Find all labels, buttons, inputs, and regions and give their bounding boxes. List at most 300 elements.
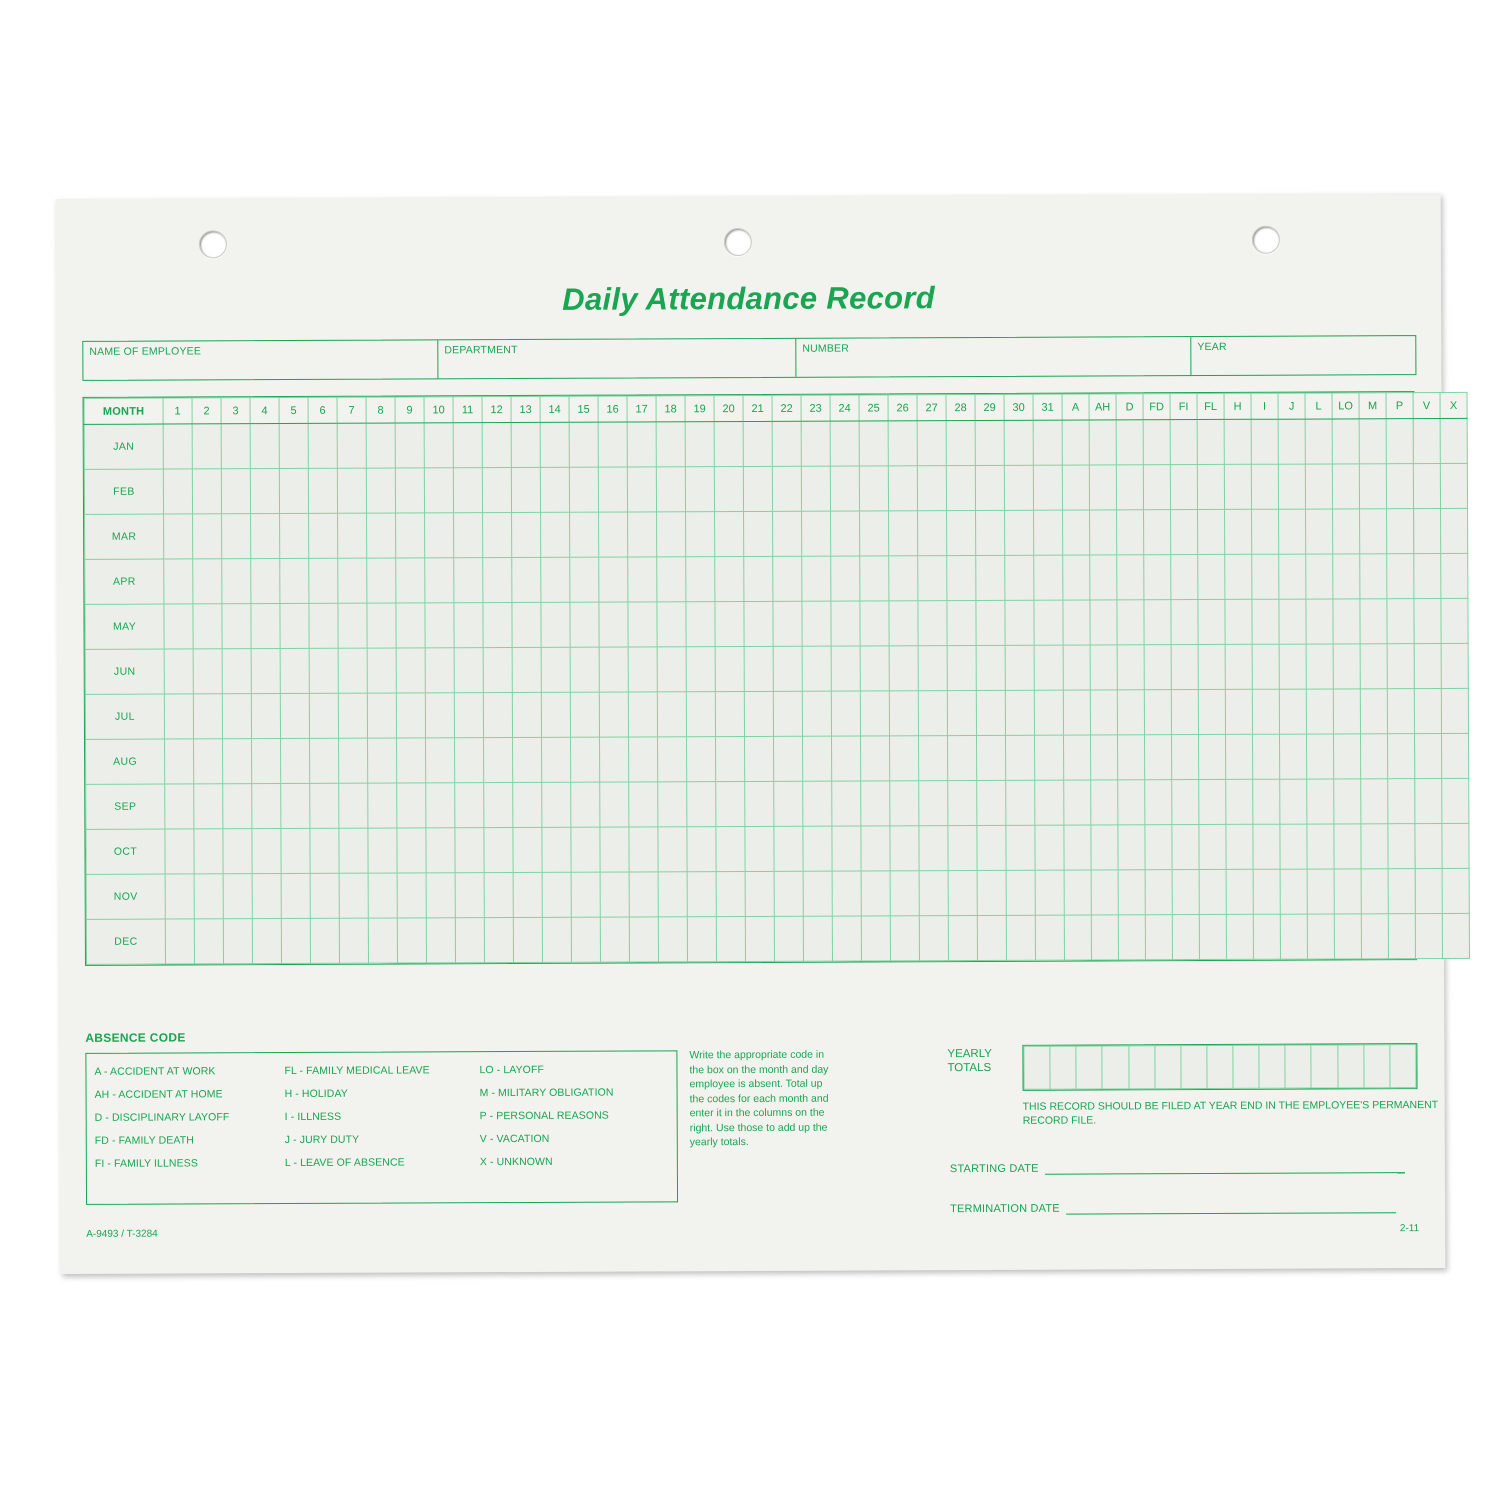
grid-cell-aug-10[interactable] xyxy=(426,738,455,783)
grid-cell-jan-8[interactable] xyxy=(366,423,395,468)
grid-cell-jan-11[interactable] xyxy=(453,423,482,468)
grid-cell-jun-24[interactable] xyxy=(831,646,860,691)
grid-total-jul-h[interactable] xyxy=(1225,689,1252,734)
starting-date-line[interactable] xyxy=(1045,1161,1405,1175)
grid-cell-apr-6[interactable] xyxy=(309,558,338,603)
grid-total-sep-p[interactable] xyxy=(1388,779,1415,824)
grid-cell-aug-22[interactable] xyxy=(774,736,803,781)
grid-cell-feb-1[interactable] xyxy=(163,469,192,514)
grid-cell-feb-29[interactable] xyxy=(975,465,1004,510)
grid-cell-jan-13[interactable] xyxy=(511,422,540,467)
grid-cell-nov-22[interactable] xyxy=(774,871,803,916)
grid-total-feb-fi[interactable] xyxy=(1170,465,1197,510)
grid-total-sep-fi[interactable] xyxy=(1172,780,1199,825)
grid-total-nov-d[interactable] xyxy=(1118,870,1145,915)
grid-cell-may-23[interactable] xyxy=(802,601,831,646)
grid-cell-feb-10[interactable] xyxy=(424,468,453,513)
grid-total-aug-i[interactable] xyxy=(1253,734,1280,779)
termination-date-line[interactable] xyxy=(1066,1201,1396,1214)
grid-cell-jan-22[interactable] xyxy=(772,421,801,466)
grid-cell-may-22[interactable] xyxy=(773,601,802,646)
grid-cell-may-24[interactable] xyxy=(831,601,860,646)
grid-total-feb-a[interactable] xyxy=(1062,465,1089,510)
grid-cell-oct-17[interactable] xyxy=(629,827,658,872)
yearly-total-l[interactable] xyxy=(1259,1045,1285,1088)
grid-cell-nov-8[interactable] xyxy=(368,873,397,918)
grid-cell-jul-19[interactable] xyxy=(686,692,715,737)
grid-total-jun-j[interactable] xyxy=(1279,644,1306,689)
grid-cell-jul-25[interactable] xyxy=(860,691,889,736)
grid-cell-may-19[interactable] xyxy=(686,602,715,647)
grid-cell-apr-26[interactable] xyxy=(889,556,918,601)
grid-cell-feb-25[interactable] xyxy=(859,466,888,511)
grid-cell-jun-28[interactable] xyxy=(947,646,976,691)
grid-total-apr-fi[interactable] xyxy=(1171,555,1198,600)
grid-cell-mar-9[interactable] xyxy=(396,513,425,558)
grid-cell-apr-24[interactable] xyxy=(831,556,860,601)
grid-total-jun-d[interactable] xyxy=(1117,645,1144,690)
grid-total-apr-d[interactable] xyxy=(1117,555,1144,600)
grid-cell-may-13[interactable] xyxy=(512,602,541,647)
grid-cell-oct-9[interactable] xyxy=(397,828,426,873)
grid-cell-mar-29[interactable] xyxy=(976,510,1005,555)
grid-cell-may-21[interactable] xyxy=(744,601,773,646)
grid-cell-jan-5[interactable] xyxy=(279,423,308,468)
grid-cell-oct-12[interactable] xyxy=(484,828,513,873)
grid-cell-may-31[interactable] xyxy=(1034,600,1063,645)
grid-cell-oct-27[interactable] xyxy=(919,826,948,871)
grid-cell-jan-12[interactable] xyxy=(482,423,511,468)
grid-cell-may-15[interactable] xyxy=(570,602,599,647)
grid-total-aug-fl[interactable] xyxy=(1199,734,1226,779)
grid-total-jul-v[interactable] xyxy=(1414,688,1441,733)
grid-total-nov-p[interactable] xyxy=(1388,869,1415,914)
grid-cell-mar-23[interactable] xyxy=(802,511,831,556)
grid-cell-dec-28[interactable] xyxy=(948,916,977,961)
grid-cell-mar-20[interactable] xyxy=(715,512,744,557)
grid-total-jan-lo[interactable] xyxy=(1332,419,1359,464)
grid-total-jun-a[interactable] xyxy=(1063,645,1090,690)
grid-cell-jan-2[interactable] xyxy=(192,424,221,469)
field-department[interactable] xyxy=(438,339,796,379)
grid-cell-jan-21[interactable] xyxy=(743,421,772,466)
grid-cell-sep-19[interactable] xyxy=(687,782,716,827)
grid-cell-dec-6[interactable] xyxy=(310,918,339,963)
grid-total-jun-p[interactable] xyxy=(1387,644,1414,689)
grid-total-feb-h[interactable] xyxy=(1224,464,1251,509)
grid-cell-mar-25[interactable] xyxy=(860,511,889,556)
grid-total-dec-ah[interactable] xyxy=(1091,915,1118,960)
grid-cell-apr-25[interactable] xyxy=(860,556,889,601)
grid-total-may-x[interactable] xyxy=(1441,598,1468,643)
grid-cell-jul-7[interactable] xyxy=(338,693,367,738)
grid-cell-jan-24[interactable] xyxy=(830,421,859,466)
yearly-total-lo[interactable] xyxy=(1285,1045,1311,1088)
grid-cell-jun-7[interactable] xyxy=(338,648,367,693)
grid-total-dec-i[interactable] xyxy=(1253,914,1280,959)
grid-cell-may-14[interactable] xyxy=(541,602,570,647)
grid-cell-may-16[interactable] xyxy=(599,602,628,647)
grid-cell-jan-31[interactable] xyxy=(1033,420,1062,465)
grid-total-aug-j[interactable] xyxy=(1280,734,1307,779)
grid-cell-jul-20[interactable] xyxy=(715,692,744,737)
grid-total-sep-x[interactable] xyxy=(1442,778,1469,823)
grid-total-jan-i[interactable] xyxy=(1251,419,1278,464)
grid-cell-mar-16[interactable] xyxy=(599,512,628,557)
grid-total-sep-lo[interactable] xyxy=(1334,779,1361,824)
grid-total-mar-fi[interactable] xyxy=(1171,510,1198,555)
grid-total-may-v[interactable] xyxy=(1414,598,1441,643)
grid-cell-jun-10[interactable] xyxy=(425,648,454,693)
grid-total-oct-lo[interactable] xyxy=(1334,824,1361,869)
grid-total-jun-ah[interactable] xyxy=(1090,645,1117,690)
grid-cell-jul-3[interactable] xyxy=(222,694,251,739)
grid-cell-may-25[interactable] xyxy=(860,601,889,646)
grid-cell-oct-8[interactable] xyxy=(368,828,397,873)
grid-total-apr-x[interactable] xyxy=(1441,553,1468,598)
grid-total-mar-x[interactable] xyxy=(1441,508,1468,553)
grid-total-apr-ah[interactable] xyxy=(1090,555,1117,600)
grid-cell-oct-2[interactable] xyxy=(194,829,223,874)
grid-total-mar-v[interactable] xyxy=(1414,508,1441,553)
grid-cell-apr-1[interactable] xyxy=(164,559,193,604)
grid-cell-feb-4[interactable] xyxy=(250,469,279,514)
yearly-total-x[interactable] xyxy=(1390,1045,1416,1088)
grid-cell-apr-31[interactable] xyxy=(1034,555,1063,600)
grid-cell-dec-5[interactable] xyxy=(281,918,310,963)
grid-total-aug-fi[interactable] xyxy=(1172,735,1199,780)
grid-cell-dec-18[interactable] xyxy=(658,917,687,962)
grid-cell-dec-12[interactable] xyxy=(484,918,513,963)
grid-cell-mar-6[interactable] xyxy=(309,513,338,558)
grid-cell-mar-17[interactable] xyxy=(628,512,657,557)
grid-cell-jan-9[interactable] xyxy=(395,423,424,468)
grid-cell-dec-8[interactable] xyxy=(368,918,397,963)
grid-total-jul-j[interactable] xyxy=(1279,689,1306,734)
grid-cell-nov-15[interactable] xyxy=(571,872,600,917)
yearly-total-fd[interactable] xyxy=(1102,1046,1128,1089)
grid-cell-oct-21[interactable] xyxy=(745,826,774,871)
grid-cell-may-20[interactable] xyxy=(715,602,744,647)
grid-total-oct-l[interactable] xyxy=(1307,824,1334,869)
grid-cell-jul-11[interactable] xyxy=(454,693,483,738)
grid-cell-oct-23[interactable] xyxy=(803,826,832,871)
grid-cell-nov-26[interactable] xyxy=(890,871,919,916)
grid-cell-nov-14[interactable] xyxy=(542,872,571,917)
grid-total-may-fi[interactable] xyxy=(1171,600,1198,645)
grid-cell-feb-5[interactable] xyxy=(279,468,308,513)
grid-total-feb-x[interactable] xyxy=(1440,463,1467,508)
grid-cell-sep-14[interactable] xyxy=(542,782,571,827)
grid-cell-mar-5[interactable] xyxy=(280,513,309,558)
grid-cell-jul-1[interactable] xyxy=(164,694,193,739)
grid-total-nov-h[interactable] xyxy=(1226,869,1253,914)
grid-cell-sep-27[interactable] xyxy=(919,781,948,826)
grid-cell-jun-14[interactable] xyxy=(541,647,570,692)
grid-cell-mar-14[interactable] xyxy=(541,512,570,557)
grid-cell-jul-31[interactable] xyxy=(1034,690,1063,735)
grid-cell-jan-28[interactable] xyxy=(946,421,975,466)
grid-cell-may-27[interactable] xyxy=(918,601,947,646)
grid-total-mar-fl[interactable] xyxy=(1198,509,1225,554)
grid-cell-feb-20[interactable] xyxy=(714,467,743,512)
grid-cell-jun-26[interactable] xyxy=(889,646,918,691)
grid-total-jul-m[interactable] xyxy=(1360,689,1387,734)
grid-cell-aug-29[interactable] xyxy=(977,735,1006,780)
grid-cell-feb-7[interactable] xyxy=(337,468,366,513)
grid-cell-aug-8[interactable] xyxy=(368,738,397,783)
grid-total-dec-fi[interactable] xyxy=(1172,915,1199,960)
grid-cell-dec-9[interactable] xyxy=(397,918,426,963)
grid-cell-apr-8[interactable] xyxy=(367,558,396,603)
grid-cell-sep-25[interactable] xyxy=(861,781,890,826)
grid-total-jul-lo[interactable] xyxy=(1333,689,1360,734)
grid-cell-jan-16[interactable] xyxy=(598,422,627,467)
grid-total-may-fl[interactable] xyxy=(1198,599,1225,644)
grid-cell-nov-30[interactable] xyxy=(1006,870,1035,915)
grid-cell-feb-14[interactable] xyxy=(540,467,569,512)
grid-cell-sep-22[interactable] xyxy=(774,781,803,826)
grid-cell-apr-2[interactable] xyxy=(193,559,222,604)
grid-cell-may-5[interactable] xyxy=(280,603,309,648)
grid-cell-jul-27[interactable] xyxy=(918,691,947,736)
grid-total-mar-l[interactable] xyxy=(1306,509,1333,554)
grid-cell-oct-7[interactable] xyxy=(339,828,368,873)
grid-cell-aug-3[interactable] xyxy=(223,739,252,784)
grid-cell-apr-30[interactable] xyxy=(1005,555,1034,600)
grid-cell-jun-19[interactable] xyxy=(686,647,715,692)
grid-cell-mar-30[interactable] xyxy=(1005,510,1034,555)
grid-cell-jun-9[interactable] xyxy=(396,648,425,693)
grid-total-apr-fl[interactable] xyxy=(1198,554,1225,599)
grid-cell-sep-31[interactable] xyxy=(1035,780,1064,825)
grid-cell-sep-9[interactable] xyxy=(397,783,426,828)
grid-total-jan-m[interactable] xyxy=(1359,419,1386,464)
grid-cell-mar-13[interactable] xyxy=(512,512,541,557)
grid-cell-mar-31[interactable] xyxy=(1034,510,1063,555)
grid-cell-dec-16[interactable] xyxy=(600,917,629,962)
grid-cell-dec-11[interactable] xyxy=(455,918,484,963)
grid-total-may-l[interactable] xyxy=(1306,599,1333,644)
grid-cell-jun-20[interactable] xyxy=(715,647,744,692)
grid-total-aug-x[interactable] xyxy=(1442,733,1469,778)
grid-cell-jul-12[interactable] xyxy=(483,693,512,738)
grid-cell-jun-17[interactable] xyxy=(628,647,657,692)
grid-cell-jul-23[interactable] xyxy=(802,691,831,736)
grid-total-jun-m[interactable] xyxy=(1360,644,1387,689)
grid-total-jan-ah[interactable] xyxy=(1089,420,1116,465)
grid-total-mar-h[interactable] xyxy=(1225,509,1252,554)
grid-total-aug-p[interactable] xyxy=(1388,734,1415,779)
grid-total-jun-x[interactable] xyxy=(1441,643,1468,688)
grid-cell-dec-30[interactable] xyxy=(1006,915,1035,960)
grid-total-nov-i[interactable] xyxy=(1253,869,1280,914)
grid-cell-aug-20[interactable] xyxy=(716,737,745,782)
grid-cell-sep-12[interactable] xyxy=(484,783,513,828)
grid-cell-dec-20[interactable] xyxy=(716,917,745,962)
grid-cell-jun-16[interactable] xyxy=(599,647,628,692)
grid-cell-jan-18[interactable] xyxy=(656,422,685,467)
grid-total-dec-l[interactable] xyxy=(1307,914,1334,959)
grid-cell-mar-15[interactable] xyxy=(570,512,599,557)
grid-total-jul-x[interactable] xyxy=(1441,688,1468,733)
grid-total-oct-h[interactable] xyxy=(1226,824,1253,869)
grid-total-aug-l[interactable] xyxy=(1307,734,1334,779)
yearly-total-v[interactable] xyxy=(1363,1045,1389,1088)
grid-cell-aug-28[interactable] xyxy=(948,736,977,781)
grid-cell-jun-18[interactable] xyxy=(657,647,686,692)
grid-cell-nov-24[interactable] xyxy=(832,871,861,916)
grid-total-may-d[interactable] xyxy=(1117,600,1144,645)
grid-cell-feb-24[interactable] xyxy=(830,466,859,511)
grid-cell-dec-17[interactable] xyxy=(629,917,658,962)
grid-cell-aug-31[interactable] xyxy=(1035,735,1064,780)
grid-total-apr-lo[interactable] xyxy=(1333,554,1360,599)
grid-cell-jun-12[interactable] xyxy=(483,648,512,693)
grid-cell-jun-5[interactable] xyxy=(280,648,309,693)
grid-total-may-lo[interactable] xyxy=(1333,599,1360,644)
grid-cell-apr-12[interactable] xyxy=(483,558,512,603)
grid-cell-dec-21[interactable] xyxy=(745,916,774,961)
grid-cell-jun-29[interactable] xyxy=(976,645,1005,690)
grid-cell-sep-1[interactable] xyxy=(165,784,194,829)
grid-total-oct-fl[interactable] xyxy=(1199,824,1226,869)
grid-cell-feb-3[interactable] xyxy=(221,469,250,514)
grid-cell-dec-19[interactable] xyxy=(687,917,716,962)
grid-total-may-h[interactable] xyxy=(1225,599,1252,644)
grid-total-nov-fi[interactable] xyxy=(1172,870,1199,915)
grid-total-jun-l[interactable] xyxy=(1306,644,1333,689)
grid-cell-feb-8[interactable] xyxy=(366,468,395,513)
grid-cell-dec-24[interactable] xyxy=(832,916,861,961)
grid-cell-nov-29[interactable] xyxy=(977,870,1006,915)
grid-cell-jun-3[interactable] xyxy=(222,649,251,694)
grid-cell-jan-4[interactable] xyxy=(250,424,279,469)
grid-cell-apr-18[interactable] xyxy=(657,557,686,602)
grid-cell-nov-18[interactable] xyxy=(658,872,687,917)
grid-cell-dec-26[interactable] xyxy=(890,916,919,961)
grid-cell-mar-28[interactable] xyxy=(947,511,976,556)
grid-cell-dec-1[interactable] xyxy=(165,919,194,964)
grid-cell-mar-11[interactable] xyxy=(454,513,483,558)
grid-cell-nov-6[interactable] xyxy=(310,873,339,918)
grid-total-jul-i[interactable] xyxy=(1252,689,1279,734)
grid-cell-jun-15[interactable] xyxy=(570,647,599,692)
grid-cell-mar-4[interactable] xyxy=(251,514,280,559)
grid-total-oct-d[interactable] xyxy=(1118,825,1145,870)
grid-cell-sep-28[interactable] xyxy=(948,781,977,826)
grid-cell-nov-11[interactable] xyxy=(455,873,484,918)
grid-total-feb-fd[interactable] xyxy=(1143,465,1170,510)
field-year[interactable] xyxy=(1191,336,1415,375)
grid-cell-feb-15[interactable] xyxy=(569,467,598,512)
grid-cell-jul-14[interactable] xyxy=(541,692,570,737)
grid-total-sep-m[interactable] xyxy=(1361,779,1388,824)
grid-total-jan-fl[interactable] xyxy=(1197,419,1224,464)
grid-cell-aug-30[interactable] xyxy=(1006,735,1035,780)
grid-cell-sep-18[interactable] xyxy=(658,782,687,827)
grid-total-feb-i[interactable] xyxy=(1251,464,1278,509)
grid-cell-feb-30[interactable] xyxy=(1004,465,1033,510)
grid-cell-jul-24[interactable] xyxy=(831,691,860,736)
grid-cell-apr-7[interactable] xyxy=(338,558,367,603)
grid-total-dec-fl[interactable] xyxy=(1199,914,1226,959)
grid-cell-oct-4[interactable] xyxy=(252,829,281,874)
grid-cell-mar-1[interactable] xyxy=(164,514,193,559)
grid-cell-feb-26[interactable] xyxy=(888,466,917,511)
grid-cell-nov-4[interactable] xyxy=(252,874,281,919)
grid-total-feb-j[interactable] xyxy=(1278,464,1305,509)
grid-total-may-ah[interactable] xyxy=(1090,600,1117,645)
grid-cell-dec-2[interactable] xyxy=(194,919,223,964)
grid-cell-nov-31[interactable] xyxy=(1035,870,1064,915)
grid-cell-jan-30[interactable] xyxy=(1004,420,1033,465)
grid-cell-feb-18[interactable] xyxy=(656,467,685,512)
grid-cell-jul-2[interactable] xyxy=(193,694,222,739)
grid-cell-jun-30[interactable] xyxy=(1005,645,1034,690)
grid-cell-may-29[interactable] xyxy=(976,600,1005,645)
grid-cell-jul-4[interactable] xyxy=(251,694,280,739)
grid-total-sep-fl[interactable] xyxy=(1199,779,1226,824)
grid-total-apr-v[interactable] xyxy=(1414,553,1441,598)
grid-cell-aug-18[interactable] xyxy=(658,737,687,782)
grid-cell-oct-31[interactable] xyxy=(1035,825,1064,870)
grid-cell-jan-14[interactable] xyxy=(540,422,569,467)
grid-total-feb-m[interactable] xyxy=(1359,464,1386,509)
grid-total-oct-p[interactable] xyxy=(1388,824,1415,869)
grid-total-feb-v[interactable] xyxy=(1413,463,1440,508)
grid-cell-may-8[interactable] xyxy=(367,603,396,648)
grid-cell-nov-2[interactable] xyxy=(194,874,223,919)
grid-cell-apr-4[interactable] xyxy=(251,559,280,604)
grid-cell-jan-17[interactable] xyxy=(627,422,656,467)
grid-total-jan-fi[interactable] xyxy=(1170,420,1197,465)
grid-cell-jan-26[interactable] xyxy=(888,421,917,466)
grid-cell-jul-15[interactable] xyxy=(570,692,599,737)
grid-cell-apr-9[interactable] xyxy=(396,558,425,603)
grid-cell-sep-26[interactable] xyxy=(890,781,919,826)
grid-total-dec-lo[interactable] xyxy=(1334,914,1361,959)
grid-cell-sep-15[interactable] xyxy=(571,782,600,827)
grid-cell-feb-17[interactable] xyxy=(627,467,656,512)
grid-total-oct-fi[interactable] xyxy=(1172,825,1199,870)
grid-total-jan-l[interactable] xyxy=(1305,419,1332,464)
grid-cell-dec-23[interactable] xyxy=(803,916,832,961)
grid-total-oct-v[interactable] xyxy=(1415,823,1442,868)
grid-cell-jul-9[interactable] xyxy=(396,693,425,738)
grid-total-mar-p[interactable] xyxy=(1387,509,1414,554)
grid-cell-apr-11[interactable] xyxy=(454,558,483,603)
grid-cell-nov-27[interactable] xyxy=(919,871,948,916)
grid-cell-mar-10[interactable] xyxy=(425,513,454,558)
grid-total-feb-fl[interactable] xyxy=(1197,464,1224,509)
grid-cell-oct-10[interactable] xyxy=(426,828,455,873)
grid-cell-mar-19[interactable] xyxy=(686,512,715,557)
yearly-total-j[interactable] xyxy=(1233,1045,1259,1088)
yearly-totals-box[interactable] xyxy=(1022,1043,1417,1091)
grid-cell-aug-9[interactable] xyxy=(397,738,426,783)
grid-total-oct-m[interactable] xyxy=(1361,824,1388,869)
grid-total-jul-d[interactable] xyxy=(1117,690,1144,735)
grid-cell-feb-31[interactable] xyxy=(1033,465,1062,510)
grid-cell-oct-13[interactable] xyxy=(513,827,542,872)
grid-cell-nov-5[interactable] xyxy=(281,873,310,918)
grid-cell-aug-26[interactable] xyxy=(890,736,919,781)
grid-cell-may-30[interactable] xyxy=(1005,600,1034,645)
grid-total-jun-fd[interactable] xyxy=(1144,645,1171,690)
grid-cell-jun-8[interactable] xyxy=(367,648,396,693)
grid-cell-apr-3[interactable] xyxy=(222,559,251,604)
